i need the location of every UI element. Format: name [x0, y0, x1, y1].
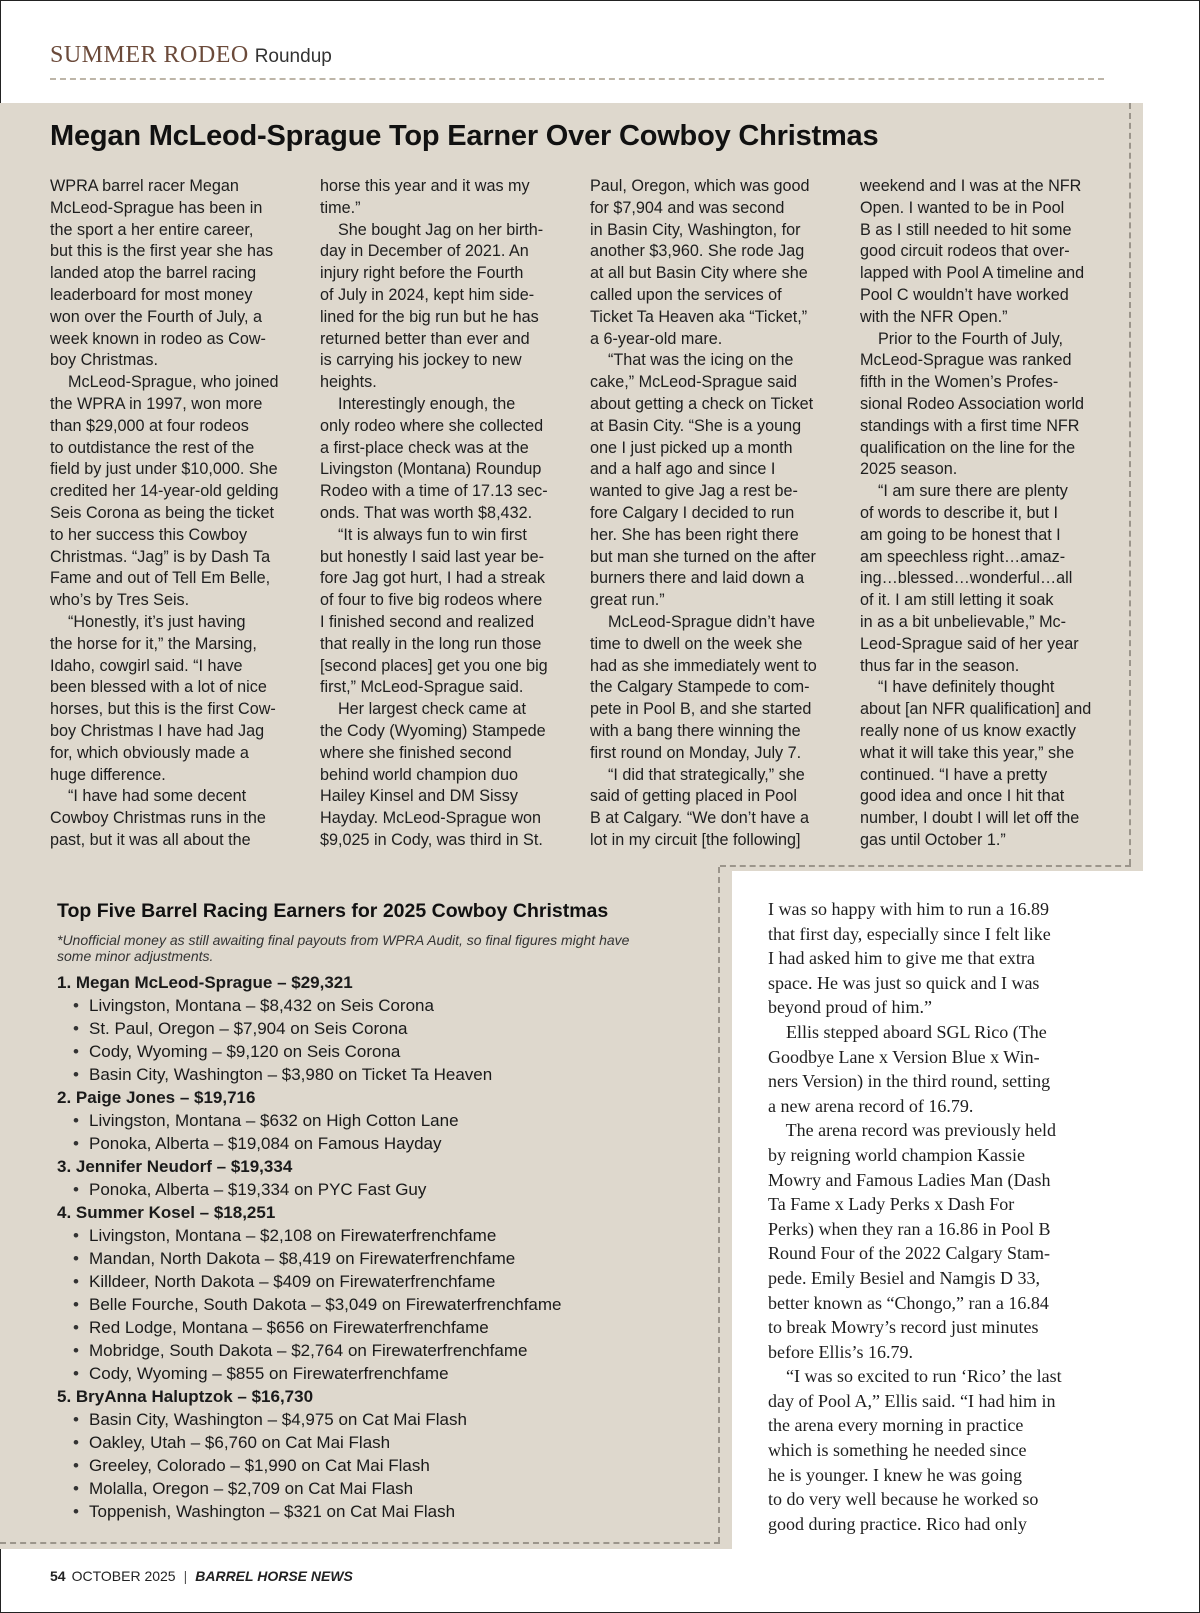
- earner-rodeo-item: • Ponoka, Alberta – $19,334 on PYC Fast Guy: [57, 1178, 562, 1201]
- text-line: I had asked him to give me that extra: [768, 948, 1035, 969]
- text-line: credited her 14-year-old gelding: [50, 482, 279, 501]
- text-line: “I was so excited to run ‘Rico’ the last: [768, 1366, 1062, 1387]
- earner-rodeo-item: • Greeley, Colorado – $1,990 on Cat Mai Flash: [57, 1454, 562, 1477]
- text-line: which is something he needed since: [768, 1440, 1027, 1461]
- section-name: SUMMER RODEO: [50, 42, 249, 68]
- dashed-border-sidebar: [718, 867, 720, 1543]
- text-line: the horse for it,” the Marsing,: [50, 634, 257, 653]
- text-line: McLeod-Sprague has been in: [50, 198, 263, 217]
- text-line: day in December of 2021. An: [320, 242, 529, 261]
- text-line: ing…blessed…wonderful…all: [860, 569, 1073, 588]
- text-line: I was so happy with him to run a 16.89: [768, 899, 1049, 919]
- text-line: Fame and out of Tell Em Belle,: [50, 569, 271, 588]
- text-line: Idaho, cowgirl said. “I have: [50, 656, 243, 675]
- text-line: pete in Pool B, and she started: [590, 700, 812, 719]
- earner-rodeo-item: • Mobridge, South Dakota – $2,764 on Firewaterfrenchfame: [57, 1339, 562, 1362]
- text-line: in as a bit unbelievable,” Mc-: [860, 612, 1067, 631]
- text-line: time to dwell on the week she: [590, 634, 803, 653]
- text-line: qualification on the line for the: [860, 438, 1076, 457]
- text-line: good during practice. Rico had only: [768, 1513, 1027, 1534]
- text-line: really none of us know exactly: [860, 721, 1076, 740]
- text-line: horse this year and it was my: [320, 177, 530, 195]
- text-line: fore Calgary I decided to run: [590, 503, 795, 522]
- section-subtitle: Roundup: [254, 46, 332, 67]
- text-line: where she finished second: [320, 743, 512, 762]
- continued-article-column: [768, 897, 1062, 1536]
- earner-rodeo-item: • Killdeer, North Dakota – $409 on Firewaterfrenchfame: [57, 1270, 562, 1293]
- text-line: in Basin City, Washington, for: [590, 220, 801, 239]
- dashed-border-middle: [720, 865, 1131, 867]
- text-line: and a half ago and since I: [590, 460, 776, 479]
- text-line: $9,025 in Cody, was third in St.: [320, 830, 543, 849]
- text-line: of it. I am still letting it soak: [860, 591, 1054, 610]
- text-line: standings with a first time NFR: [860, 416, 1080, 435]
- text-line: fifth in the Women’s Profes-: [860, 373, 1059, 392]
- article-column-4: [860, 176, 1091, 852]
- dashed-border-bottom: [0, 1542, 720, 1544]
- text-line: horses, but this is the first Cow-: [50, 700, 276, 719]
- dashed-border-right: [1129, 103, 1131, 865]
- earner-rodeo-item: • Livingston, Montana – $632 on High Cotton Lane: [57, 1109, 562, 1132]
- text-line: than $29,000 at four rodeos: [50, 416, 249, 435]
- magazine-name: BARREL HORSE NEWS: [195, 1568, 353, 1584]
- text-line: time.”: [320, 198, 361, 217]
- section-header: [50, 42, 1104, 80]
- text-line: Rodeo with a time of 17.13 sec-: [320, 482, 548, 501]
- text-line: boy Christmas.: [50, 351, 158, 370]
- page-footer: [50, 1568, 353, 1584]
- text-line: of July in 2024, kept him side-: [320, 285, 535, 304]
- text-line: about [an NFR qualification] and: [860, 700, 1092, 719]
- text-line: “I did that strategically,” she: [590, 765, 805, 784]
- text-line: by reigning world champion Kassie: [768, 1144, 1025, 1165]
- text-line: a first-place check was at the: [320, 438, 529, 457]
- sidebar-title: Top Five Barrel Racing Earners for 2025 Cowboy Christmas: [57, 900, 609, 922]
- text-line: the Cody (Wyoming) Stampede: [320, 721, 546, 740]
- earner-rodeo-item: • Belle Fourche, South Dakota – $3,049 on Firewaterfrenchfame: [57, 1293, 562, 1316]
- text-line: She bought Jag on her birth-: [320, 220, 544, 239]
- text-line: but man she turned on the after: [590, 547, 816, 566]
- text-line: to do very well because he worked so: [768, 1489, 1039, 1510]
- sidebar-note: *Unofficial money as still awaiting final payouts from WPRA Audit, so final figures might have some minor adjustments.: [57, 932, 630, 964]
- text-line: another $3,960. She rode Jag: [590, 242, 805, 261]
- text-line: field by just under $10,000. She: [50, 460, 278, 479]
- text-line: Open. I wanted to be in Pool: [860, 198, 1065, 217]
- text-line: Pool C wouldn’t have worked: [860, 285, 1069, 304]
- text-line: Cowboy Christmas runs in the: [50, 809, 266, 828]
- text-line: injury right before the Fourth: [320, 264, 524, 283]
- text-line: “I am sure there are plenty: [860, 482, 1068, 501]
- text-line: number, I doubt I will let off the: [860, 809, 1080, 828]
- text-line: leaderboard for most money: [50, 285, 253, 304]
- earner-rodeo-item: • Livingston, Montana – $8,432 on Seis Corona: [57, 994, 562, 1017]
- text-line: weekend and I was at the NFR: [860, 177, 1082, 195]
- text-line: Livingston (Montana) Roundup: [320, 460, 542, 479]
- earner-rodeo-item: • Oakley, Utah – $6,760 on Cat Mai Flash: [57, 1431, 562, 1454]
- text-line: only rodeo where she collected: [320, 416, 544, 435]
- text-line: one I just picked up a month: [590, 438, 793, 457]
- issue-date: OCTOBER 2025: [71, 1568, 176, 1584]
- text-line: good idea and once I hit that: [860, 787, 1065, 806]
- text-line: McLeod-Sprague was ranked: [860, 351, 1072, 370]
- text-line: am speechless right…amaz-: [860, 547, 1066, 566]
- earners-list: [57, 971, 562, 1523]
- text-line: Leod-Sprague said of her year: [860, 634, 1079, 653]
- text-line: McLeod-Sprague didn’t have: [590, 612, 815, 631]
- earner-rodeo-item: • Basin City, Washington – $4,975 on Cat Mai Flash: [57, 1408, 562, 1431]
- article-headline: Megan McLeod-Sprague Top Earner Over Cowboy Christmas: [50, 120, 879, 152]
- text-line: “I have definitely thought: [860, 678, 1055, 697]
- earner-heading: 3. Jennifer Neudorf – $19,334: [57, 1157, 293, 1176]
- text-line: ners Version) in the third round, setting: [768, 1071, 1051, 1092]
- text-line: [second places] get you one big: [320, 656, 548, 675]
- text-line: Mowry and Famous Ladies Man (Dash: [768, 1169, 1051, 1190]
- text-line: gas until October 1.”: [860, 830, 1006, 849]
- text-line: what it will take this year,” she: [860, 743, 1075, 762]
- text-line: to outdistance the rest of the: [50, 438, 255, 457]
- earner-rodeo-item: • St. Paul, Oregon – $7,904 on Seis Corona: [57, 1017, 562, 1040]
- text-line: Hayday. McLeod-Sprague won: [320, 809, 542, 828]
- earner-heading: 4. Summer Kosel – $18,251: [57, 1203, 276, 1222]
- text-line: Prior to the Fourth of July,: [860, 329, 1064, 348]
- text-line: but honestly I said last year be-: [320, 547, 545, 566]
- text-line: better known as “Chongo,” ran a 16.84: [768, 1292, 1049, 1313]
- text-line: Hailey Kinsel and DM Sissy: [320, 787, 518, 806]
- text-line: week known in rodeo as Cow-: [50, 329, 266, 348]
- text-line: her. She has been right there: [590, 525, 799, 544]
- text-line: sional Rodeo Association world: [860, 394, 1085, 413]
- earner-rodeo-item: • Red Lodge, Montana – $656 on Firewaterfrenchfame: [57, 1316, 562, 1339]
- text-line: for $7,904 and was second: [590, 198, 785, 217]
- earner-rodeo-item: • Toppenish, Washington – $321 on Cat Mai Flash: [57, 1500, 562, 1523]
- text-line: space. He was just so quick and I was: [768, 972, 1040, 993]
- text-line: cake,” McLeod-Sprague said: [590, 373, 797, 392]
- text-line: 2025 season.: [860, 460, 958, 479]
- text-line: past, but it was all about the: [50, 830, 251, 849]
- text-line: continued. “I have a pretty: [860, 765, 1048, 784]
- text-line: before Ellis’s 16.79.: [768, 1341, 913, 1362]
- text-line: huge difference.: [50, 765, 166, 784]
- text-line: first,” McLeod-Sprague said.: [320, 678, 524, 697]
- text-line: with the NFR Open.”: [860, 307, 1008, 326]
- text-line: lapped with Pool A timeline and: [860, 264, 1085, 283]
- text-line: pede. Emily Besiel and Namgis D 33,: [768, 1267, 1040, 1288]
- text-line: lot in my circuit [the following]: [590, 830, 801, 849]
- text-line: “I have had some decent: [50, 787, 247, 806]
- earner-rodeo-item: • Basin City, Washington – $3,980 on Ticket Ta Heaven: [57, 1063, 562, 1086]
- text-line: beyond proud of him.”: [768, 997, 932, 1018]
- text-line: Ta Fame x Lady Perks x Dash For: [768, 1194, 1015, 1215]
- text-line: landed atop the barrel racing: [50, 264, 257, 283]
- text-line: he is younger. I knew he was going: [768, 1464, 1022, 1485]
- text-line: McLeod-Sprague, who joined: [50, 373, 279, 392]
- article-column-2: [320, 176, 548, 852]
- earner-rodeo-item: • Cody, Wyoming – $855 on Firewaterfrenchfame: [57, 1362, 562, 1385]
- earner-rodeo-item: • Molalla, Oregon – $2,709 on Cat Mai Flash: [57, 1477, 562, 1500]
- text-line: “It is always fun to win first: [320, 525, 527, 544]
- text-line: a 6-year-old mare.: [590, 329, 723, 348]
- text-line: is carrying his jockey to new: [320, 351, 522, 370]
- text-line: “That was the icing on the: [590, 351, 794, 370]
- text-line: The arena record was previously held: [768, 1120, 1057, 1141]
- text-line: B at Calgary. “We don’t have a: [590, 809, 809, 828]
- text-line: returned better than ever and: [320, 329, 530, 348]
- text-line: wanted to give Jag a rest be-: [590, 482, 798, 501]
- text-line: Interestingly enough, the: [320, 394, 516, 413]
- text-line: I finished second and realized: [320, 612, 535, 631]
- page-number: 54: [50, 1568, 66, 1584]
- text-line: who’s by Tres Seis.: [50, 591, 190, 610]
- text-line: the sport a her entire career,: [50, 220, 254, 239]
- footer-separator: |: [183, 1568, 188, 1584]
- earner-heading: 1. Megan McLeod-Sprague – $29,321: [57, 973, 353, 992]
- text-line: that really in the long run those: [320, 634, 542, 653]
- text-line: called upon the services of: [590, 285, 782, 304]
- text-line: had as she immediately went to: [590, 656, 817, 675]
- text-line: for, which obviously made a: [50, 743, 249, 762]
- text-line: Round Four of the 2022 Calgary Stam-: [768, 1243, 1050, 1264]
- text-line: Ellis stepped aboard SGL Rico (The: [768, 1021, 1047, 1042]
- text-line: good circuit rodeos that over-: [860, 242, 1070, 261]
- text-line: been blessed with a lot of nice: [50, 678, 267, 697]
- text-line: heights.: [320, 373, 377, 392]
- text-line: to break Mowry’s record just minutes: [768, 1317, 1039, 1338]
- text-line: Paul, Oregon, which was good: [590, 177, 810, 195]
- text-line: boy Christmas I have had Jag: [50, 721, 265, 740]
- text-line: B as I still needed to hit some: [860, 220, 1072, 239]
- text-line: that first day, especially since I felt like: [768, 923, 1051, 944]
- text-line: Perks) when they ran a 16.86 in Pool B: [768, 1218, 1051, 1239]
- text-line: WPRA barrel racer Megan: [50, 177, 239, 195]
- text-line: said of getting placed in Pool: [590, 787, 797, 806]
- earner-rodeo-item: • Mandan, North Dakota – $8,419 on Firewaterfrenchfame: [57, 1247, 562, 1270]
- text-line: at all but Basin City where she: [590, 264, 808, 283]
- earner-rodeo-item: • Livingston, Montana – $2,108 on Firewaterfrenchfame: [57, 1224, 562, 1247]
- text-line: but this is the first year she has: [50, 242, 274, 261]
- text-line: the arena every morning in practice: [768, 1415, 1024, 1436]
- text-line: onds. That was worth $8,432.: [320, 503, 533, 522]
- text-line: behind world champion duo: [320, 765, 518, 784]
- earner-rodeo-item: • Ponoka, Alberta – $19,084 on Famous Hayday: [57, 1132, 562, 1155]
- text-line: about getting a check on Ticket: [590, 394, 814, 413]
- article-column-1: [50, 176, 279, 852]
- text-line: Christmas. “Jag” is by Dash Ta: [50, 547, 271, 566]
- text-line: with a bang there winning the: [590, 721, 801, 740]
- text-line: lined for the big run but he has: [320, 307, 539, 326]
- text-line: day of Pool A,” Ellis said. “I had him in: [768, 1390, 1056, 1411]
- text-line: the Calgary Stampede to com-: [590, 678, 810, 697]
- text-line: Her largest check came at: [320, 700, 527, 719]
- text-line: a new arena record of 16.79.: [768, 1095, 974, 1116]
- text-line: Goodbye Lane x Version Blue x Win-: [768, 1046, 1040, 1067]
- earner-heading: 5. BryAnna Haluptzok – $16,730: [57, 1387, 314, 1406]
- text-line: fore Jag got hurt, I had a streak: [320, 569, 545, 588]
- text-line: Seis Corona as being the ticket: [50, 503, 275, 522]
- text-line: am going to be honest that I: [860, 525, 1061, 544]
- text-line: of words to describe it, but I: [860, 503, 1058, 522]
- earner-rodeo-item: • Cody, Wyoming – $9,120 on Seis Corona: [57, 1040, 562, 1063]
- text-line: burners there and laid down a: [590, 569, 805, 588]
- text-line: at Basin City. “She is a young: [590, 416, 802, 435]
- text-line: the WPRA in 1997, won more: [50, 394, 263, 413]
- text-line: “Honestly, it’s just having: [50, 612, 246, 631]
- article-column-3: [590, 176, 817, 852]
- text-line: great run.”: [590, 591, 665, 610]
- text-line: to her success this Cowboy: [50, 525, 248, 544]
- text-line: thus far in the season.: [860, 656, 1020, 675]
- text-line: first round on Monday, July 7.: [590, 743, 802, 762]
- text-line: Ticket Ta Heaven aka “Ticket,”: [590, 307, 808, 326]
- text-line: won over the Fourth of July, a: [50, 307, 263, 326]
- earner-heading: 2. Paige Jones – $19,716: [57, 1088, 256, 1107]
- text-line: of four to five big rodeos where: [320, 591, 543, 610]
